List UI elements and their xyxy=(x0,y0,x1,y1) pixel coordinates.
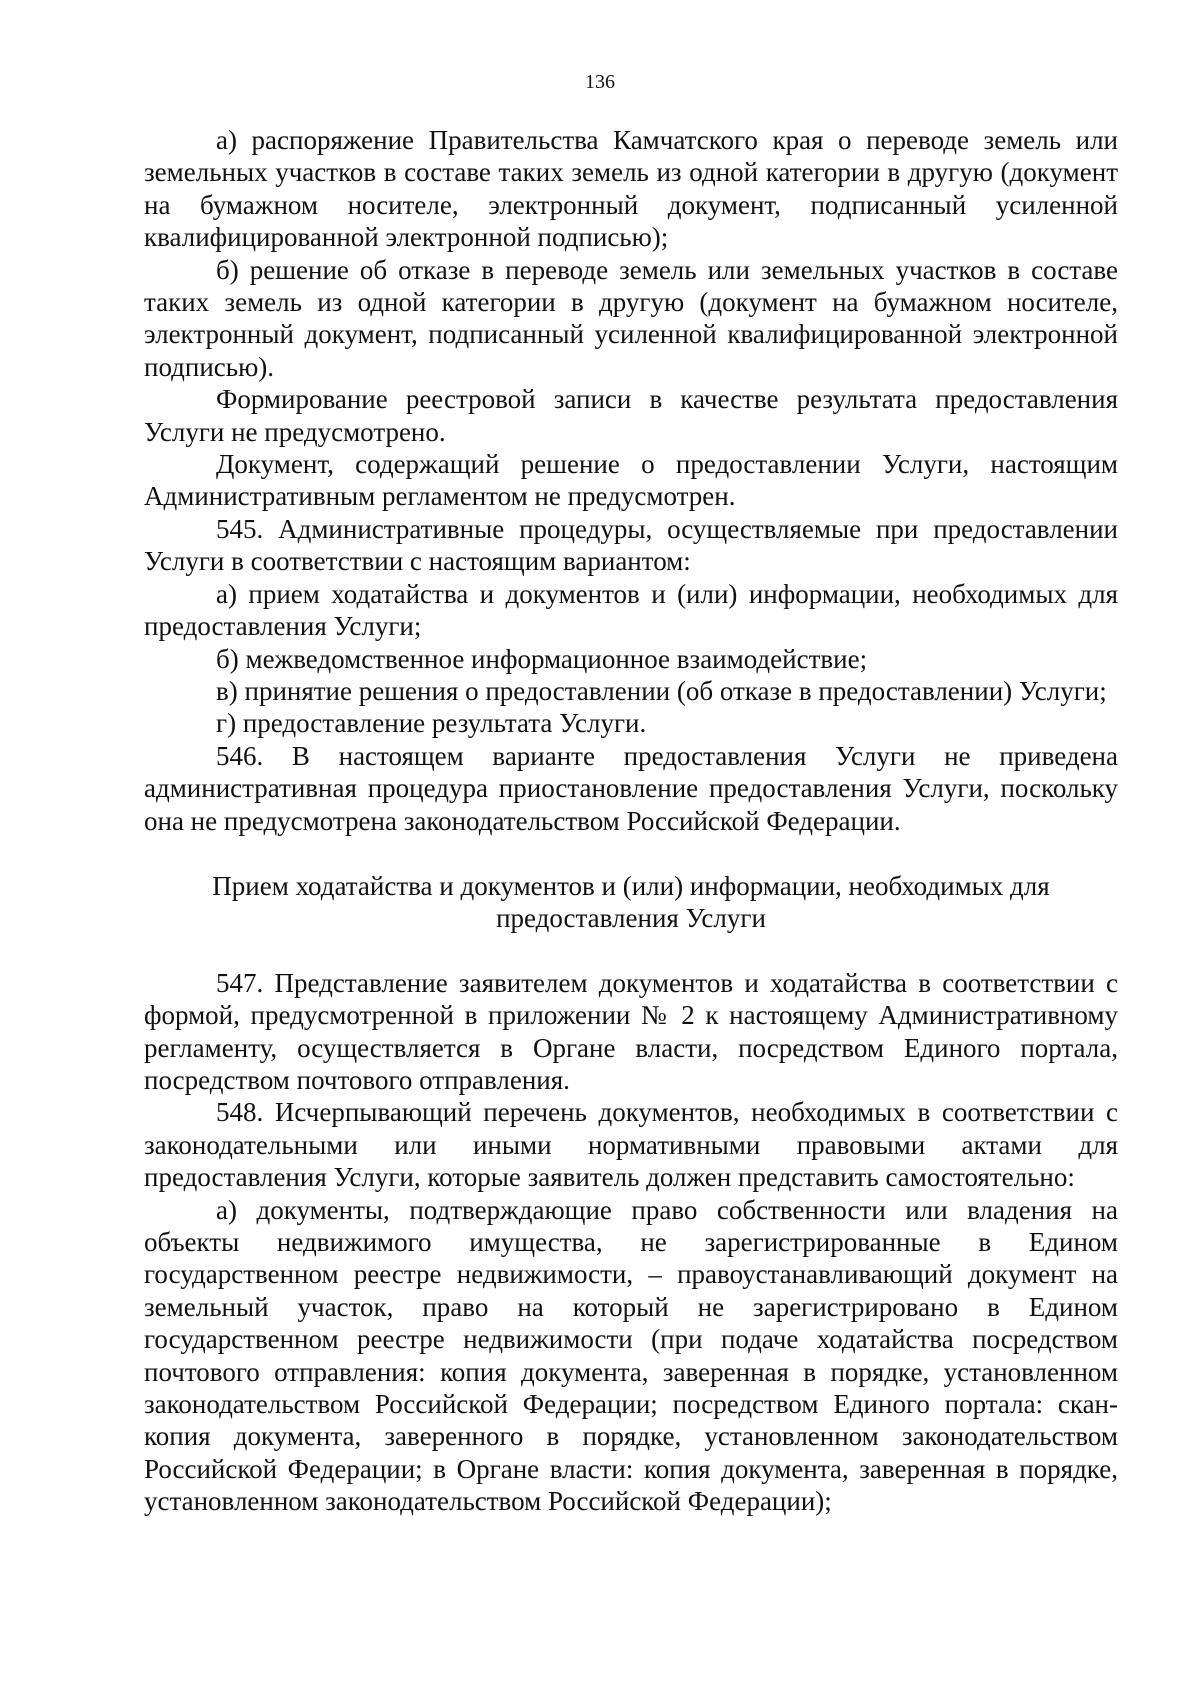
paragraph-548: 548. Исчерпывающий перечень документов, необходимых в соответствии с законодательными или иными нормативными правовыми актами для предоставления Услуги, которые заявитель должен представить самостоятельно: xyxy=(144,1097,1118,1193)
paragraph-result-b: б) решение об отказе в переводе земель или земельных участков в составе таких земель из одной категории в другую (документ на бумажном носителе, электронный документ, подписанный усиленной квалифицированной электронной подписью). xyxy=(144,254,1118,382)
list-item-545-b: б) межведомственное информационное взаимодействие; xyxy=(216,643,868,674)
list-item-545-c: в) принятие решения о предоставлении (об отказе в предоставлении) Услуги; xyxy=(216,675,1107,706)
paragraph-result-a: а) распоряжение Правительства Камчатского края о переводе земель или земельных участков в составе таких земель из одной категории в другую (документ на бумажном носителе, электронный документ, подписанный усиленной квалифицированной электронной подписью); xyxy=(144,125,1118,253)
paragraph-decision-document: Документ, содержащий решение о предоставлении Услуги, настоящим Административным регламентом не предусмотрен. xyxy=(144,449,1118,512)
list-item-545-d: г) предоставление результата Услуги. xyxy=(216,708,647,739)
section-heading: Прием ходатайства и документов и (или) информации, необходимых для предоставления Услуги xyxy=(212,870,1050,934)
paragraph-registry-record: Формирование реестровой записи в качестве результата предоставления Услуги не предусмотрено. xyxy=(144,384,1118,447)
list-item-545-a: а) прием ходатайства и документов и (или) информации, необходимых для предоставления Услуги; xyxy=(144,578,1118,642)
document-body xyxy=(144,124,1118,1518)
paragraph-546: 546. В настоящем варианте предоставления Услуги не приведена административная процедура приостановление предоставления Услуги, поскольку она не предусмотрена законодательством Российской Федерации. xyxy=(144,740,1118,836)
paragraph-547: 547. Представление заявителем документов и ходатайства в соответствии с формой, предусмотренной в приложении № 2 к настоящему Административному регламенту, осуществляется в Органе власти, посредством Единого портала, посредством почтового отправления. xyxy=(144,967,1118,1095)
paragraph-545: 545. Административные процедуры, осуществляемые при предоставлении Услуги в соответствии с настоящим вариантом: xyxy=(144,513,1118,577)
page-number: 136 xyxy=(585,71,615,93)
list-item-548-a: а) документы, подтверждающие право собственности или владения на объекты недвижимого имущества, не зарегистрированные в Едином государственном реестре недвижимости, – правоустанавливающий документ на земельный участок, право на который не зарегистрировано в Едином государственном реестре недвижимости (при подаче ходатайства посредством почтового отправления: копия документа, заверенная в порядке, установленном законодательством Российской Федерации; посредством Единого портала: скан-копия документа, заверенного в порядке, установленном законодательством Российской Федерации; в Органе власти: копия документа, заверенная в порядке, установленном законодательством Российской Федерации); xyxy=(144,1194,1118,1517)
